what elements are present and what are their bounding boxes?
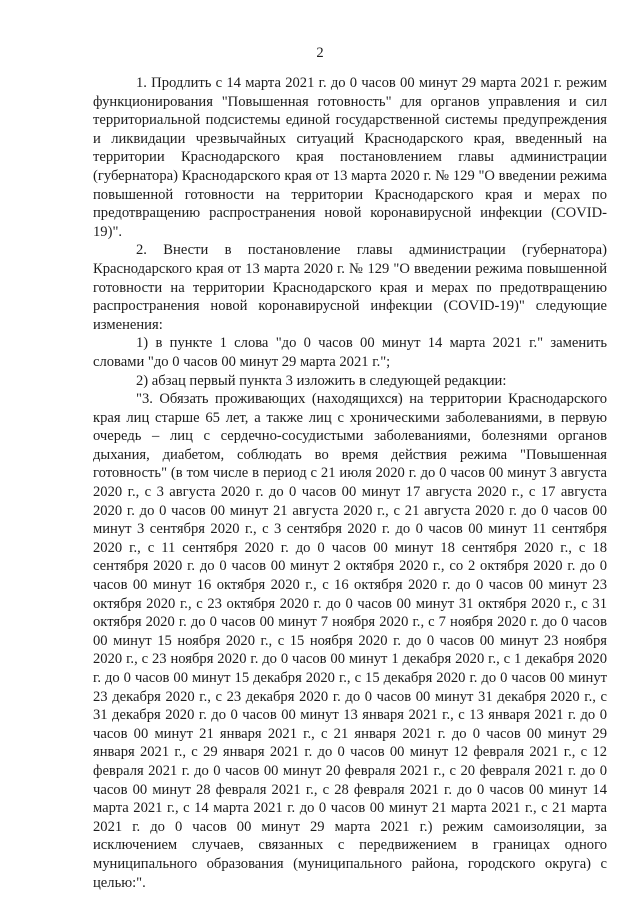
paragraph-item-1-extend-regime: 1. Продлить с 14 марта 2021 г. до 0 часов 00 минут 29 марта 2021 г. режим функционирования "Повышенная готовность" для органов управления и сил территориальной подсистемы единой государственной системы предупреждения и ликвидации чрезвычайных ситуаций Краснодарского края, введенный на территории Краснодарского края постановлением главы администрации (губернатора) Краснодарского края от 13 марта 2020 г. № 129 "О введении режима повышенной готовности на территории Краснодарского края и мерах по предотвращению распространения новой коронавирусной инфекции (COVID-19)".: [93, 75, 607, 240]
paragraph-subitem-1-replace-words: 1) в пункте 1 слова "до 0 часов 00 минут 14 марта 2021 г." заменить словами "до 0 часов 00 минут 29 марта 2021 г.";: [93, 335, 607, 370]
paragraph-clause-3-self-isolation: "3. Обязать проживающих (находящихся) на территории Краснодарского края лиц старше 65 лет, а также лиц с хроническими заболеваниями, в первую очередь – лиц с сердечно-сосудистыми заболеваниями, болезнями органов дыхания, диабетом, соблюдать во время действия режима "Повышенная готовность" (в том числе в период с 21 июля 2020 г. до 0 часов 00 минут 3 августа 2020 г., с 3 августа 2020 г. до 0 часов 00 минут 17 августа 2020 г., с 17 августа 2020 г. до 0 часов 00 минут 21 августа 2020 г., с 21 августа 2020 г. до 0 часов 00 минут 3 сентября 2020 г., с 3 сентября 2020 г. до 0 часов 00 минут 11 сентября 2020 г., с 11 сентября 2020 г. до 0 часов 00 минут 18 сентября 2020 г., с 18 сентября 2020 г. до 0 часов 00 минут 2 октября 2020 г., со 2 октября 2020 г. до 0 часов 00 минут 16 октября 2020 г., с 16 октября 2020 г. до 0 часов 00 минут 23 октября 2020 г., с 23 октября 2020 г. до 0 часов 00 минут 31 октября 2020 г., с 31 октября 2020 г. до 0 часов 00 минут 7 ноября 2020 г., с 7 ноября 2020 г. до 0 часов 00 минут 15 ноября 2020 г., с 15 ноября 2020 г. до 0 часов 00 минут 23 ноября 2020 г., с 23 ноября 2020 г. до 0 часов 00 минут 1 декабря 2020 г., с 1 декабря 2020 г. до 0 часов 00 минут 15 декабря 2020 г., с 15 декабря 2020 г. до 0 часов 00 минут 23 декабря 2020 г., с 23 декабря 2020 г. до 0 часов 00 минут 31 декабря 2020 г., с 31 декабря 2020 г. до 0 часов 00 минут 13 января 2021 г., с 13 января 2021 г. до 0 часов 00 минут 21 января 2021 г., с 21 января 2021 г. до 0 часов 00 минут 29 января 2021 г., с 29 января 2021 г. до 0 часов 00 минут 12 февраля 2021 г., с 12 февраля 2021 г. до 0 часов 00 минут 20 февраля 2021 г., с 20 февраля 2021 г. до 0 часов 00 минут 28 февраля 2021 г., с 28 февраля 2021 г. до 0 часов 00 минут 14 марта 2021 г., с 14 марта 2021 г. до 0 часов 00 минут 21 марта 2021 г., с 21 марта 2021 г. до 0 часов 00 минут 29 марта 2021 г.) режим самоизоляции, за исключением случаев, связанных с передвижением в границах одного муниципального образования (муниципального района, городского округа) с целью:".: [93, 391, 607, 891]
document-body: [93, 74, 607, 892]
paragraph-subitem-2-new-wording: 2) абзац первый пункта 3 изложить в следующей редакции:: [136, 372, 507, 389]
page-number: 2: [316, 45, 324, 61]
paragraph-item-2-amend-decree: 2. Внести в постановление главы администрации (губернатора) Краснодарского края от 13 марта 2020 г. № 129 "О введении режима повышенной готовности на территории Краснодарского края и мерах по предотвращению распространения новой коронавирусной инфекции (COVID-19)" следующие изменения:: [93, 242, 607, 333]
